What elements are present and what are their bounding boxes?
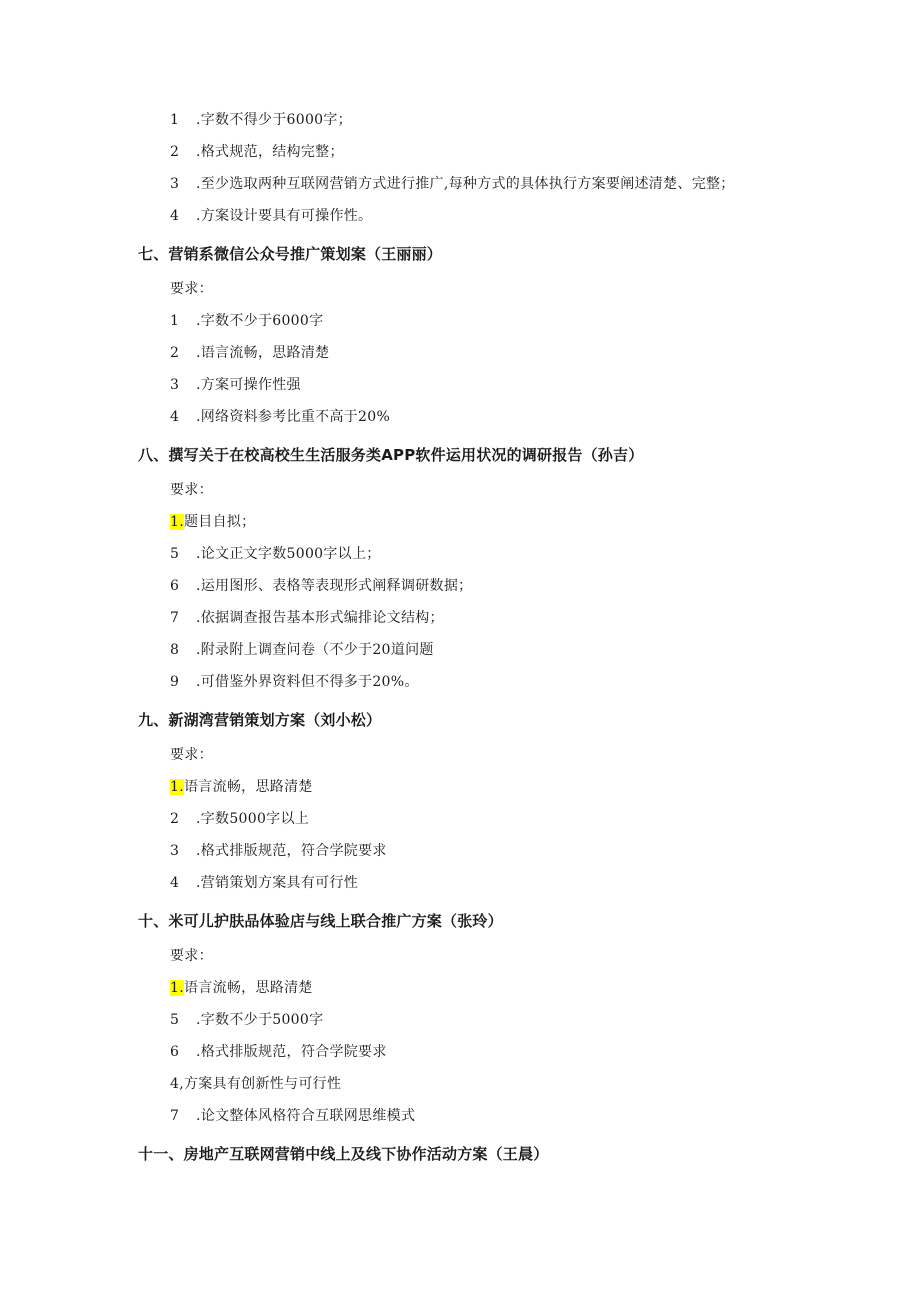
section-heading: 十、米可儿护肤品体验店与线上联合推广方案（张玲） xyxy=(138,912,503,930)
list-item: 1.题目自拟； xyxy=(170,514,256,530)
list-item: 4,方案具有创新性与可行性 xyxy=(170,1076,342,1092)
list-item: 3 .方案可操作性强 xyxy=(170,377,301,393)
list-item: 8 .附录附上调查问卷（不少于20道问题 xyxy=(170,642,434,658)
list-item: 2 .格式规范，结构完整； xyxy=(170,144,344,160)
list-item: 9 .可借鉴外界资料但不得多于20%。 xyxy=(170,674,419,690)
list-item: 4 .方案设计要具有可操作性。 xyxy=(170,208,373,224)
section-heading: 十一、房地产互联网营销中线上及线下协作活动方案（王晨） xyxy=(138,1145,549,1163)
section-heading: 九、新湖湾营销策划方案（刘小松） xyxy=(138,711,382,729)
list-item: 1.语言流畅，思路清楚 xyxy=(170,980,313,996)
highlighted-number: 1. xyxy=(170,514,184,530)
list-item: 3 .至少选取两种互联网营销方式进行推广,每种方式的具体执行方案要阐述清楚、完整； xyxy=(170,176,735,192)
list-item: 6 .格式排版规范，符合学院要求 xyxy=(170,1044,387,1060)
list-item: 5 .字数不少于5000字 xyxy=(170,1012,324,1028)
section-heading: 七、营销系微信公众号推广策划案（王丽丽） xyxy=(138,245,443,263)
list-item: 7 .论文整体风格符合互联网思维模式 xyxy=(170,1108,416,1124)
requirements-label: 要求： xyxy=(170,281,213,297)
requirements-label: 要求： xyxy=(170,747,213,763)
requirements-label: 要求： xyxy=(170,948,213,964)
list-item: 1.语言流畅，思路清楚 xyxy=(170,779,313,795)
list-item: 2 .语言流畅，思路清楚 xyxy=(170,345,330,361)
list-item: 3 .格式排版规范，符合学院要求 xyxy=(170,843,387,859)
list-item: 4 .营销策划方案具有可行性 xyxy=(170,875,359,891)
list-item: 7 .依据调查报告基本形式编排论文结构； xyxy=(170,610,444,626)
list-item: 4 .网络资料参考比重不高于20% xyxy=(170,409,391,425)
list-item: 1 .字数不得少于6000字； xyxy=(170,112,352,128)
highlighted-number: 1. xyxy=(170,980,184,996)
section-heading: 八、撰写关于在校高校生生活服务类APP软件运用状况的调研报告（孙吉） xyxy=(138,446,644,464)
list-item: 5 .论文正文字数5000字以上； xyxy=(170,546,381,562)
highlighted-number: 1. xyxy=(170,779,184,795)
list-item: 6 .运用图形、表格等表现形式阐释调研数据； xyxy=(170,578,473,594)
requirements-label: 要求： xyxy=(170,482,213,498)
list-item: 1 .字数不少于6000字 xyxy=(170,313,324,329)
list-item: 2 .字数5000字以上 xyxy=(170,811,310,827)
